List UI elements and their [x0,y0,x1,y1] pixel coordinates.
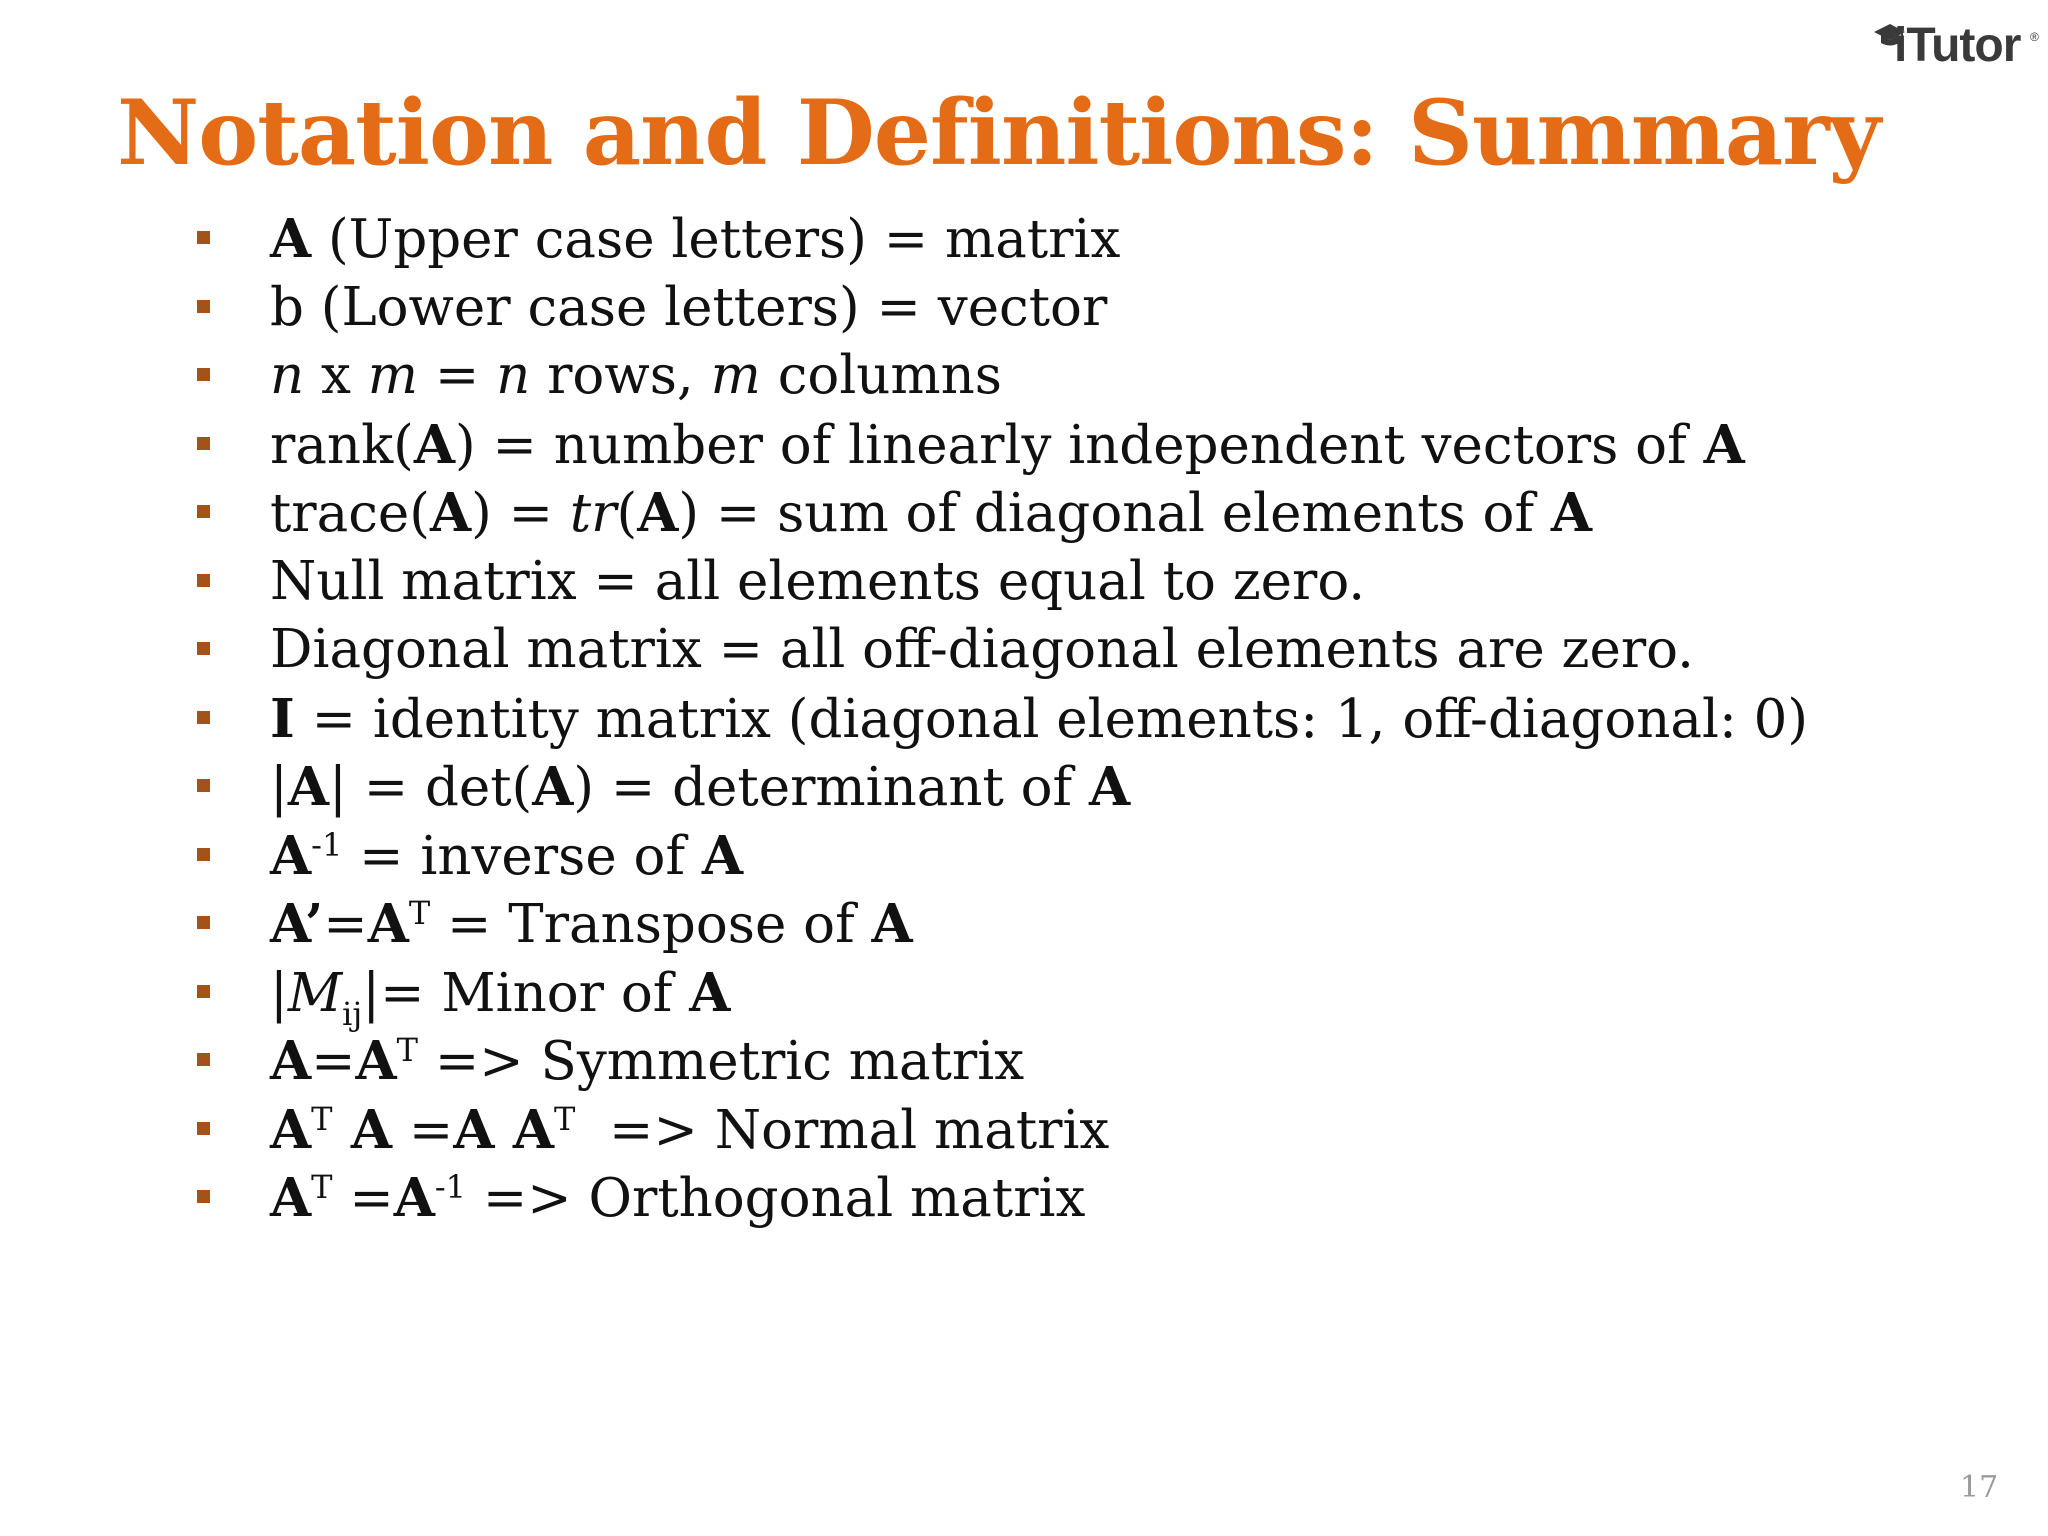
list-item [195,890,1808,959]
superscript: -1 [311,825,343,864]
item-text: A [1550,482,1593,544]
item-text: Diagonal matrix = all off-diagonal elements are zero. [270,619,1694,680]
item-text: A [270,1098,312,1161]
list-item [195,822,1808,891]
square-bullet-icon [197,848,210,861]
square-bullet-icon [197,711,210,724]
item-text: A [270,824,312,887]
superscript: T [311,1168,333,1206]
square-bullet-icon [197,231,210,244]
square-bullet-icon [197,505,210,518]
item-text: = identity matrix (diagonal elements: 1, off-diagonal: 0) [294,688,1809,750]
item-text: => Orthogonal matrix [466,1168,1086,1229]
itutor-logo [1872,14,2048,80]
list-item [195,411,1808,480]
item-text: A [413,413,455,476]
item-text: A [332,1098,393,1161]
item-text: = inverse of [342,825,702,887]
square-bullet-icon [197,642,210,655]
superscript: T [396,1031,419,1069]
list-item [195,959,1808,1033]
item-text: I [270,687,295,750]
item-text: A [532,756,574,818]
item-text: ) = determinant of [573,757,1090,818]
item-text: = [418,345,497,406]
item-text: rank( [270,414,414,476]
item-text: m [710,345,761,406]
item-text: |= Minor of [362,962,690,1024]
item-text: rows, [530,345,711,406]
square-bullet-icon [197,574,210,587]
item-text: columns [760,345,1002,406]
item-text: trace( [270,483,430,544]
item-text: = det( [346,757,533,818]
item-text: A [429,482,472,544]
logo-text: iTutor [1894,19,2021,72]
item-text: A [871,893,913,955]
item-text: ) = number of linearly independent vectors of [455,414,1704,476]
item-text: ( [616,483,638,544]
item-text: tr [569,483,617,544]
item-text: A [393,1167,435,1229]
item-text: b (Lower case letters) = vector [270,276,1108,338]
item-text: ) = [471,483,570,544]
list-item [195,274,1808,343]
item-text: | [270,757,288,818]
square-bullet-icon [197,985,210,998]
item-text: x [304,345,368,406]
item-text: A A [453,1098,555,1161]
list-item [195,342,1808,411]
item-text: m [367,345,418,406]
list-item [195,685,1808,754]
item-text: = Transpose of [430,894,872,955]
logo-registered-mark: ® [2030,30,2039,44]
item-text: A [287,756,329,818]
item-text: A’ [270,893,324,955]
square-bullet-icon [197,779,210,792]
item-text: A [270,208,312,270]
list-item [195,479,1808,548]
list-item [195,1027,1808,1096]
item-text: | [270,962,288,1024]
list-item [195,548,1808,617]
definition-list [195,205,1808,1233]
item-text: A [270,1030,312,1092]
item-text: n [496,345,531,406]
superscript: -1 [434,1168,467,1206]
superscript: T [554,1099,576,1138]
slide-title: Notation and Definitions: Summary [117,80,1880,186]
item-text: n [270,345,305,406]
item-text: A [367,893,409,955]
list-item [195,616,1808,685]
item-text: M [287,962,343,1024]
item-text: => Symmetric matrix [418,1031,1025,1092]
square-bullet-icon [197,1190,210,1203]
square-bullet-icon [197,368,210,381]
list-item [195,753,1808,822]
item-text: | [328,757,347,818]
subscript: ij [342,994,363,1033]
square-bullet-icon [197,300,210,313]
item-text: => Normal matrix [575,1099,1110,1161]
superscript: T [408,894,431,932]
item-text: A [701,824,744,887]
item-text: A [689,961,731,1024]
item-text: A [270,1167,312,1229]
item-text: = [332,1168,394,1229]
item-text: (Upper case letters) = matrix [311,209,1121,270]
item-text: A [1089,756,1131,818]
item-text: = [311,1031,356,1092]
superscript: T [311,1099,333,1138]
square-bullet-icon [197,1053,210,1066]
item-text: = [323,894,368,955]
item-text: = [392,1099,454,1161]
list-item [195,205,1808,274]
item-text: ) = sum of diagonal elements of [678,483,1551,544]
square-bullet-icon [197,916,210,929]
list-item [195,1096,1808,1165]
list-item [195,1164,1808,1233]
item-text: A [1703,413,1745,476]
square-bullet-icon [197,1122,210,1135]
page-number: 17 [1960,1470,1999,1505]
item-text: A [355,1030,397,1092]
item-text: Null matrix = all elements equal to zero. [270,550,1366,612]
square-bullet-icon [197,437,210,450]
item-text: A [637,482,679,544]
